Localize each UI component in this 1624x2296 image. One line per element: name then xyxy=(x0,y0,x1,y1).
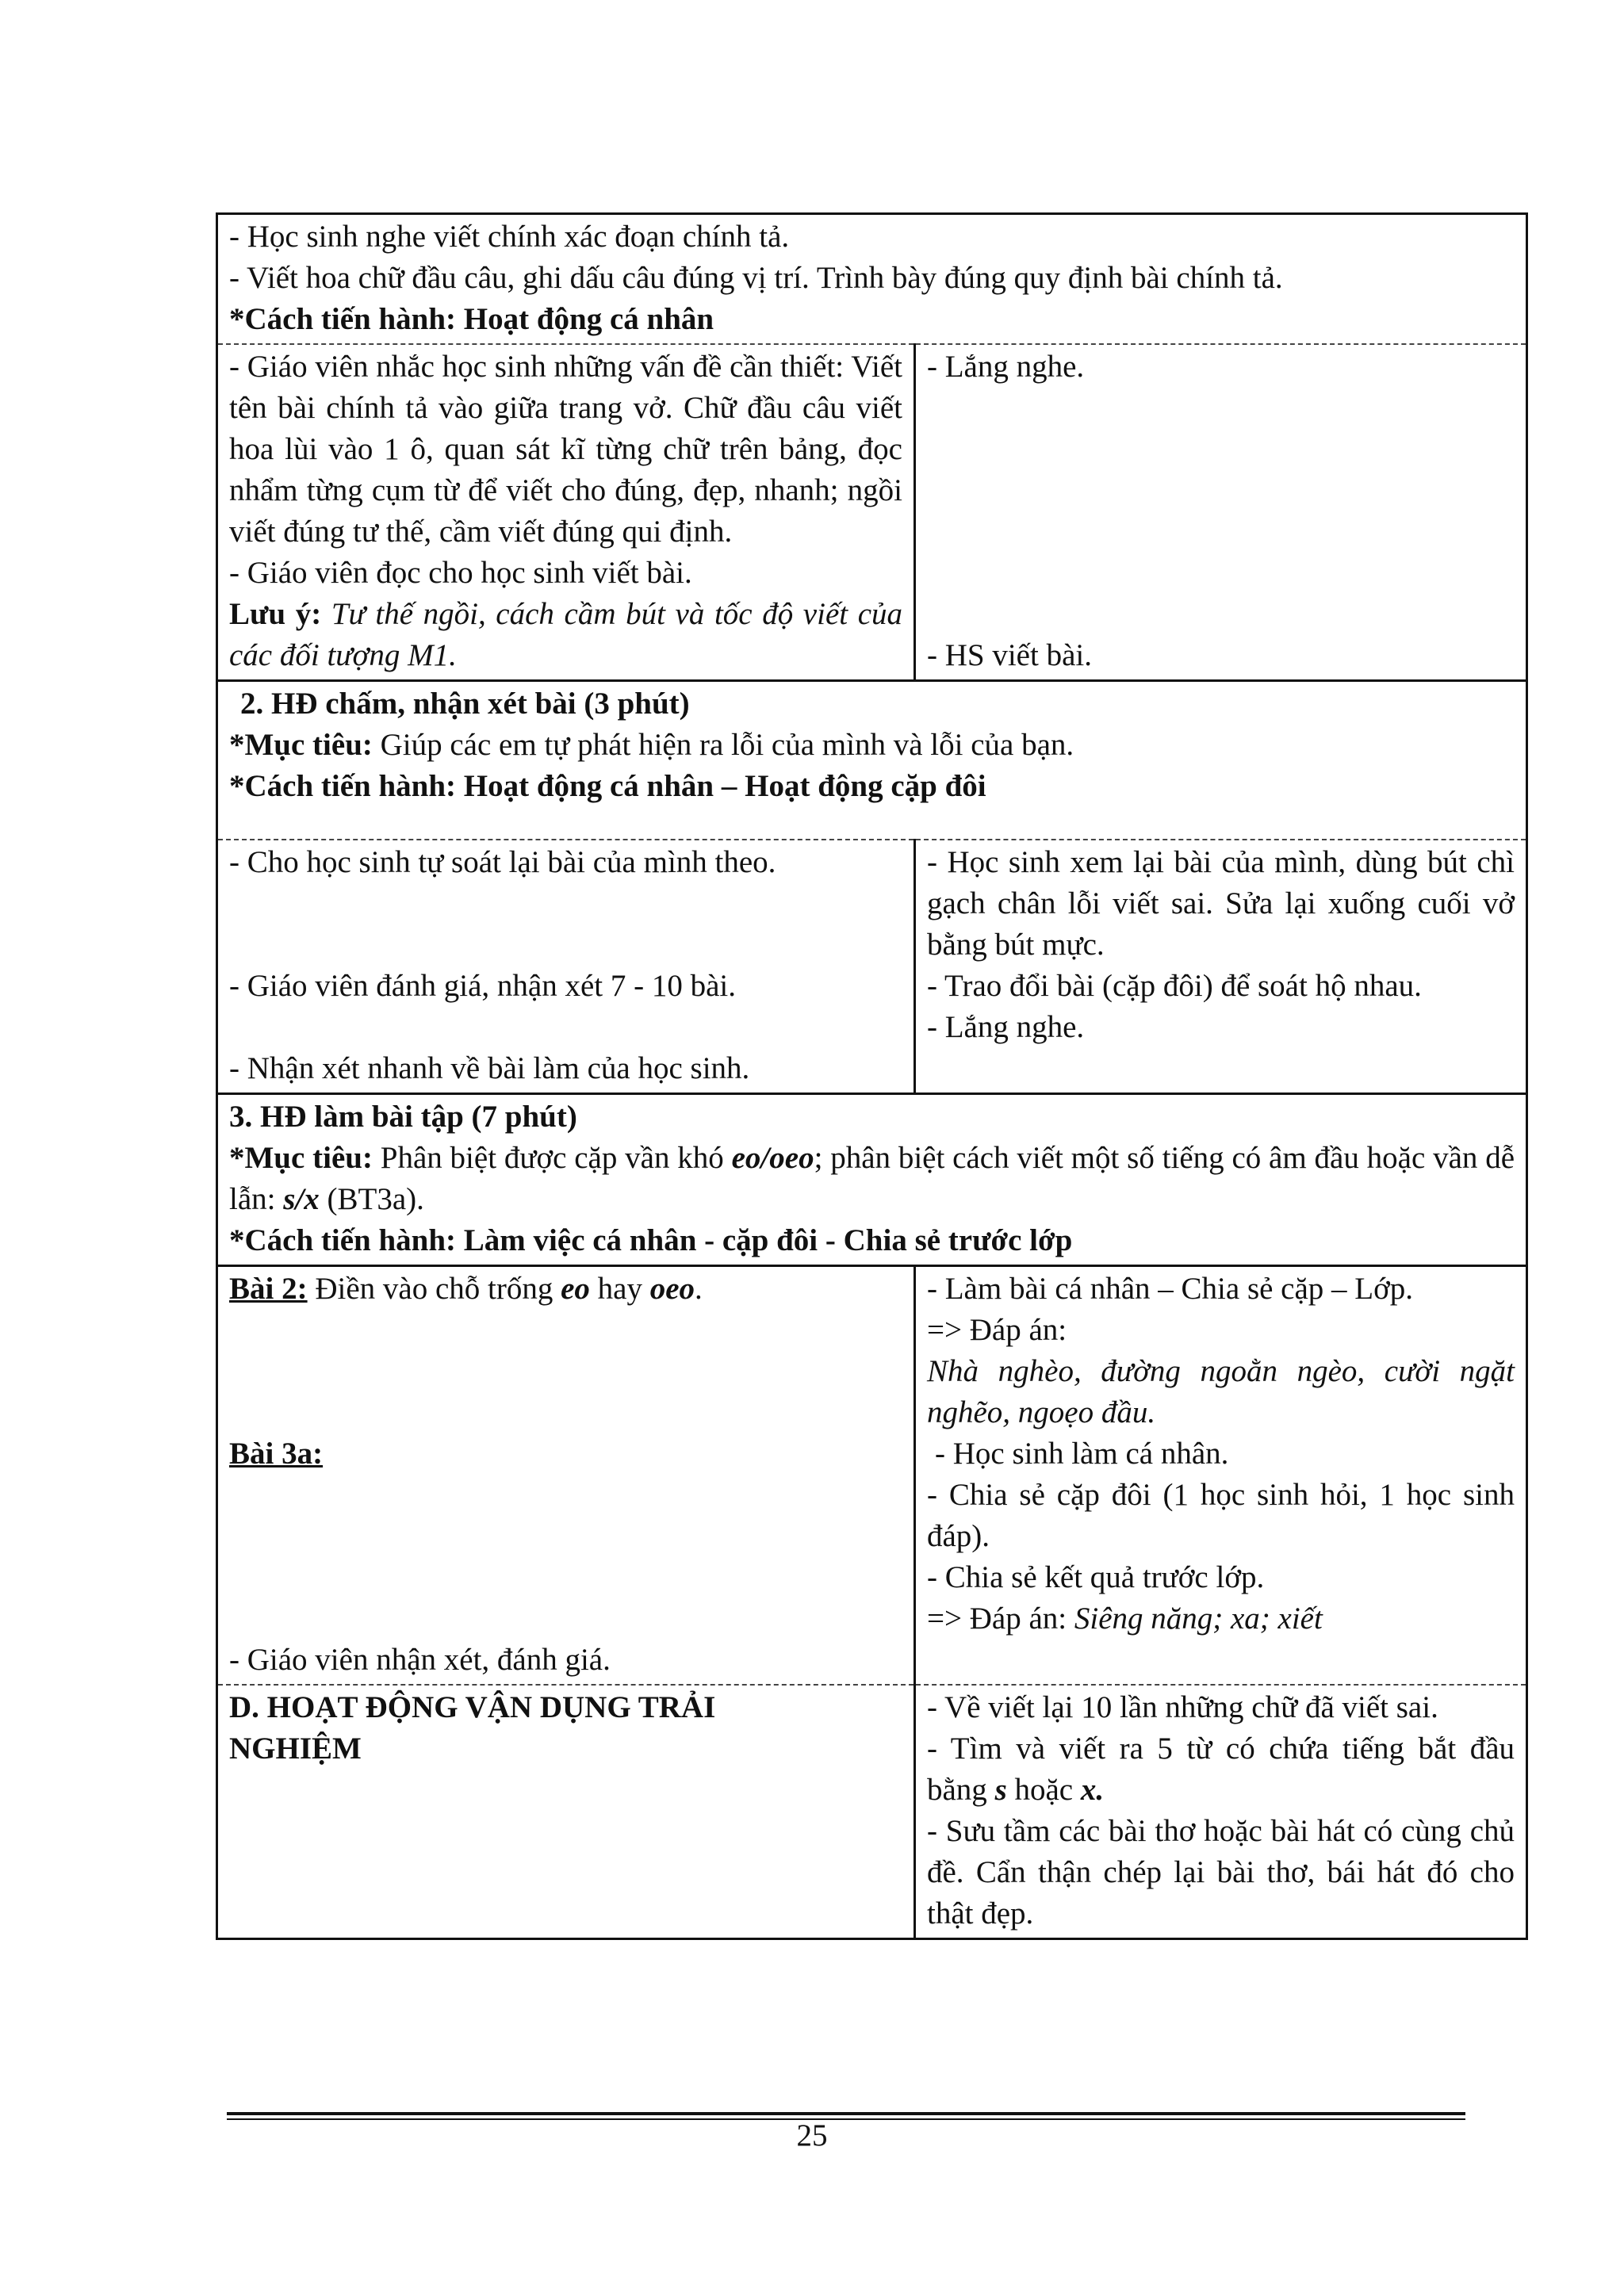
section-3-header-row xyxy=(217,1094,1527,1266)
section-3-goal-text-1: Phân biệt được cặp vần khó xyxy=(380,1141,732,1175)
section-2-goal-text: Giúp các em tự phát hiện ra lỗi của mình và lỗi của bạn. xyxy=(380,728,1074,762)
goal-line-1: - Học sinh nghe viết chính xác đoạn chính tả. xyxy=(229,220,790,254)
bai-2-text-2: hay xyxy=(589,1272,650,1306)
section-3-goal-label: *Mục tiêu: xyxy=(229,1141,373,1175)
section-d-item-2 xyxy=(927,1728,1515,1811)
section-2-student-2: - Trao đổi bài (cặp đôi) để soát hộ nhau. xyxy=(927,969,1422,1003)
page-number: 25 xyxy=(796,2118,828,2152)
section-3-student-3: - Học sinh làm cá nhân. xyxy=(935,1437,1229,1471)
bai-2-text-1: Điền vào chỗ trống xyxy=(307,1272,561,1306)
section-3-student-2: => Đáp án: xyxy=(927,1313,1067,1347)
section-d-item-2-em-2: x. xyxy=(1080,1773,1105,1807)
section-3-method: *Cách tiến hành: Làm việc cá nhân - cặp đôi - Chia sẻ trước lớp xyxy=(229,1223,1073,1257)
student-write: - HS viết bài. xyxy=(927,638,1092,672)
teacher-read: - Giáo viên đọc cho học sinh viết bài. xyxy=(229,556,692,590)
section-3-goal xyxy=(229,1138,1515,1220)
section-d-row xyxy=(217,1685,1527,1939)
goals-row xyxy=(217,214,1527,345)
section-3-answer-2-line xyxy=(927,1598,1515,1640)
note-line xyxy=(229,594,902,676)
section-3-teacher xyxy=(217,1266,915,1686)
goal-method: *Cách tiến hành: Hoạt động cá nhân xyxy=(229,302,714,336)
section-d-items xyxy=(915,1685,1527,1939)
bai-3a-label: Bài 3a: xyxy=(229,1437,324,1471)
bai-2-em-2: oeo xyxy=(649,1272,695,1306)
section-d-item-2-em-1: s xyxy=(994,1773,1007,1807)
section-2-teacher-2: - Giáo viên đánh giá, nhận xét 7 - 10 bài. xyxy=(229,969,736,1003)
section-3-answer-2-label: => Đáp án: xyxy=(927,1601,1074,1636)
section-3-goal-em-2: s/x xyxy=(283,1182,320,1216)
section-3-teacher-eval: - Giáo viên nhận xét, đánh giá. xyxy=(229,1643,611,1677)
student-listen: - Lắng nghe. xyxy=(927,350,1085,384)
section-3-content-row xyxy=(217,1266,1527,1686)
teacher-intro: - Giáo viên nhắc học sinh những vấn đề cần thiết: Viết tên bài chính tả vào giữa trang vở. Chữ đầu câu viết hoa lùi vào 1 ô, quan sát kĩ từng chữ trên bảng, đọc nhẩm từng cụm từ để viết cho đúng, đẹp, nhanh; ngồi viết đúng tư thế, cầm viết đúng qui định. xyxy=(229,350,902,549)
bai-2-line xyxy=(229,1269,902,1310)
section-3-student-4: - Chia sẻ cặp đôi (1 học sinh hỏi, 1 học sinh đáp). xyxy=(927,1478,1515,1553)
section-2-content-row xyxy=(217,840,1527,1094)
bai-2-label: Bài 2: xyxy=(229,1272,308,1306)
bai-2-text-3: . xyxy=(695,1272,703,1306)
section-2-student-1: - Học sinh xem lại bài của mình, dùng bút chì gạch chân lỗi viết sai. Sửa lại xuống cuối vở bằng bút mực. xyxy=(927,845,1515,962)
section-3-student xyxy=(915,1266,1527,1686)
student-column xyxy=(915,344,1527,681)
note-text: Tư thế ngồi, cách cầm bút và tốc độ viết của các đối tượng M1. xyxy=(229,597,903,672)
section-2-student xyxy=(915,840,1527,1094)
section-2-goal xyxy=(229,725,1515,766)
section-d-item-2-text: - Tìm và viết ra 5 từ có chứa tiếng bắt đầu bằng xyxy=(927,1732,1515,1807)
section-d-title: D. HOẠT ĐỘNG VẬN DỤNG TRẢI NGHIỆM xyxy=(229,1690,716,1766)
section-2-teacher xyxy=(217,840,915,1094)
dictation-row xyxy=(217,344,1527,681)
section-3-title: 3. HĐ làm bài tập (7 phút) xyxy=(229,1100,577,1134)
section-d-item-3: - Sưu tầm các bài thơ hoặc bài hát có cùng chủ đề. Cẩn thận chép lại bài thơ, bái hát đó cho thật đẹp. xyxy=(927,1814,1515,1931)
section-3-student-1: - Làm bài cá nhân – Chia sẻ cặp – Lớp. xyxy=(927,1272,1413,1306)
section-2-goal-label: *Mục tiêu: xyxy=(229,728,373,762)
section-2-student-3: - Lắng nghe. xyxy=(927,1010,1085,1044)
section-3-goal-text-3: (BT3a). xyxy=(319,1182,424,1216)
bai-2-em-1: eo xyxy=(561,1272,590,1306)
goal-line-2: - Viết hoa chữ đầu câu, ghi dấu câu đúng vị trí. Trình bày đúng quy định bài chính tả. xyxy=(229,261,1283,295)
section-3-answer-2: Siêng năng; xa; xiết xyxy=(1074,1601,1323,1636)
section-d-item-1: - Về viết lại 10 lần những chữ đã viết sai. xyxy=(927,1690,1438,1724)
bai-3a-line xyxy=(229,1433,902,1475)
section-d-item-2-mid: hoặc xyxy=(1006,1773,1081,1807)
section-3-goal-em-1: eo/oeo xyxy=(731,1141,814,1175)
teacher-column xyxy=(217,344,915,681)
section-2-teacher-1: - Cho học sinh tự soát lại bài của mình theo. xyxy=(229,845,776,879)
note-label: Lưu ý: xyxy=(229,597,322,631)
section-d-title-cell xyxy=(217,1685,915,1939)
section-2-title: 2. HĐ chấm, nhận xét bài (3 phút) xyxy=(240,687,690,721)
section-3-goal-text-2: ; phân biệt cách viết một số tiếng có âm đầu hoặc vần dễ lẫn: xyxy=(229,1141,1515,1216)
section-3-student-5: - Chia sẻ kết quả trước lớp. xyxy=(927,1560,1265,1594)
section-3-answer-1: Nhà nghèo, đường ngoằn ngèo, cười ngặt nghẽo, ngoẹo đầu. xyxy=(927,1354,1515,1429)
section-2-method: *Cách tiến hành: Hoạt động cá nhân – Hoạt động cặp đôi xyxy=(229,769,986,803)
section-2-teacher-3: - Nhận xét nhanh về bài làm của học sinh. xyxy=(229,1051,750,1085)
section-2-header-row xyxy=(217,681,1527,840)
lesson-plan-table xyxy=(216,212,1528,1940)
